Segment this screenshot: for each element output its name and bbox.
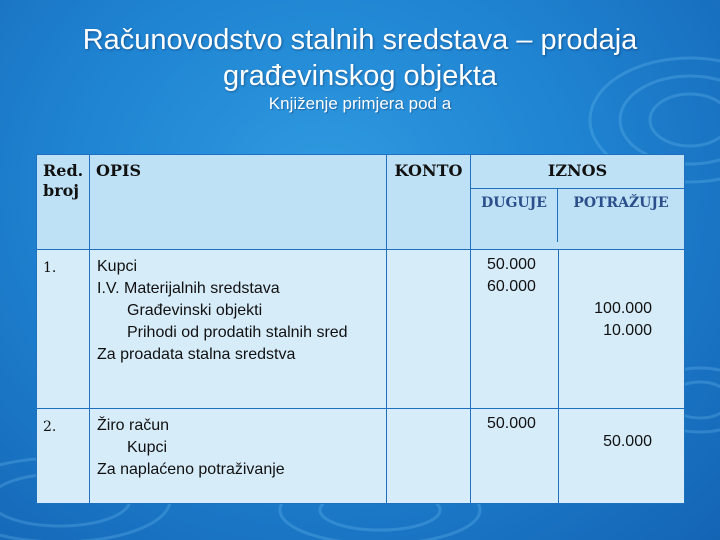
amount-duguje: 50.000 (487, 415, 536, 432)
amount-duguje: 60.000 (487, 278, 536, 295)
amount-potrazuje: 100.000 (594, 300, 652, 317)
row-number: 1. (37, 250, 90, 409)
table-row (37, 250, 685, 409)
description-line: Prihodi od prodatih stalnih sred (127, 324, 348, 341)
title-line-2: građevinskog objekta (222, 60, 498, 92)
row-description (90, 250, 387, 409)
amount-potrazuje: 10.000 (603, 322, 652, 339)
description-line: I.V. Materijalnih sredstava (97, 280, 280, 297)
row-potrazuje (559, 409, 685, 504)
header-potrazuje: POTRAŽUJE (558, 188, 684, 242)
slide-title (0, 22, 720, 94)
description-line: Za naplaćeno potraživanje (97, 461, 285, 478)
header-red-broj (37, 155, 90, 250)
header-konto: KONTO (387, 155, 471, 250)
description-line: Za proadata stalna sredstva (97, 346, 296, 363)
description-line: Građevinski objekti (127, 302, 263, 319)
row-duguje (471, 250, 559, 409)
row-konto (387, 250, 471, 409)
description-line: Kupci (97, 258, 138, 275)
row-potrazuje (559, 250, 685, 409)
header-broj: broj (43, 181, 80, 200)
header-duguje: DUGUJE (470, 188, 558, 242)
description-line: Žiro račun (97, 417, 170, 434)
title-line-1: Računovodstvo stalnih sredstava – prodaja (82, 24, 638, 56)
header-opis: OPIS (90, 155, 387, 250)
amount-potrazuje: 50.000 (603, 433, 652, 450)
row-number: 2. (37, 409, 90, 504)
row-konto (387, 409, 471, 504)
slide-subtitle: Knjiženje primjera pod a (268, 94, 452, 113)
description-line: Kupci (127, 439, 168, 456)
table-row (37, 409, 685, 504)
header-red: Red. (43, 161, 84, 180)
row-duguje (471, 409, 559, 504)
amount-duguje: 50.000 (487, 256, 536, 273)
iznos-subheader (470, 188, 686, 242)
header-iznos: IZNOS (471, 155, 685, 250)
row-description (90, 409, 387, 504)
